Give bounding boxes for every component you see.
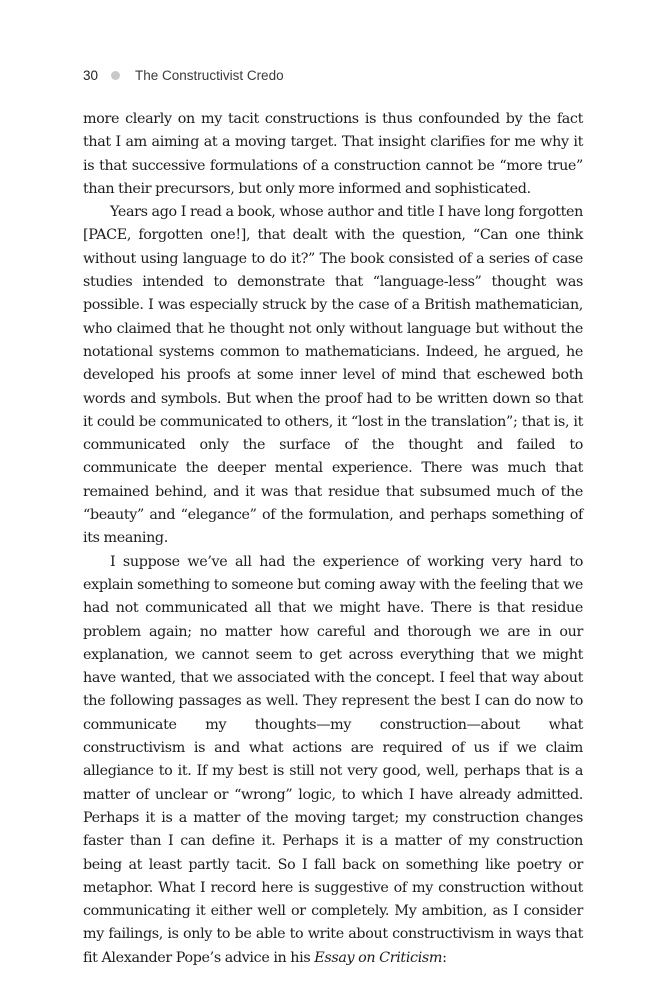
book-title: The Constructivist Credo [135,67,284,83]
paragraph-2-text: Years ago I read a book, whose author and title I have long forgotten [PACE, forgotten one!], that dealt with the question, “Can one think without using language to do it?” The book consisted of a series of case studies intended to demonstrate that “language-less” thought was possible. I was especially struck by the case of a British mathematician, who claimed that he thought not only without language but without the notational systems common to mathematicians. Indeed, he argued, he developed his proofs at some inner level of mind that eschewed both words and symbols. But when the proof had to be written down so that it could be communicated to others, it “lost in the translation”; that is, it communicated only the surface of the thought and failed to communicate the deeper mental experience. There was much that remained behind, and it was that residue that subsumed much of the “beauty” and “elegance” of the formulation, and perhaps something of its meaning. [83,204,583,547]
page-number: 30 [83,67,99,83]
paragraph-3-tail: : [442,949,447,966]
paragraph-1 [83,108,583,201]
body-text [83,108,583,970]
book-reference: Essay on Criticism [314,949,443,966]
paragraph-3-text: I suppose we’ve all had the experience of working very hard to explain something to someone but coming away with the feeling that we had not communicated all that we might have. There is that residue problem again; no matter how careful and thorough we are in our explanation, we cannot seem to get across everything that we might have wanted, that we associated with the concept. I feel that way about the following passages as well. They represent the best I can do now to communicate my thoughts—my construction—about what constructivism is and what actions are required of us if we claim allegiance to it. If my best is still not very good, well, perhaps that is a matter of unclear or “wrong” logic, to which I have already admitted. Perhaps it is a matter of the moving target; my construction changes faster than I can define it. Perhaps it is a matter of my construction being at least partly tacit. So I fall back on something like poetry or metaphor. What I record here is suggestive of my construction without communicating it either well or completely. My ambition, as I consider my failings, is only to be able to write about constructivism in ways that fit Alexander Pope’s advice in his [83,553,583,966]
paragraph-1-text: more clearly on my tacit constructions is thus confounded by the fact that I am aiming at a moving target. That insight clarifies for me why it is that successive formulations of a construction cannot be “more true” than their precursors, but only more informed and sophisticated. [83,111,583,197]
paragraph-2 [83,201,583,550]
bullet-dot-icon [111,71,120,80]
paragraph-3 [83,551,583,970]
running-head [83,64,284,86]
